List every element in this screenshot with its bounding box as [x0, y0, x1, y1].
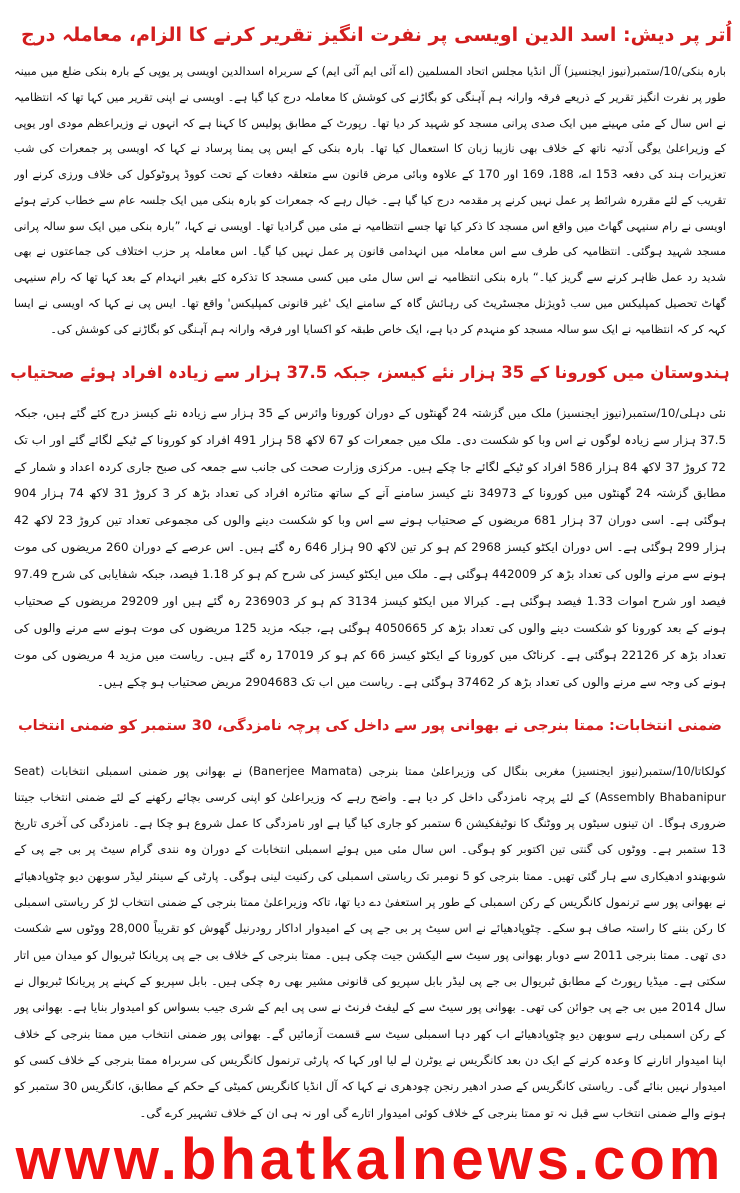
article-owaisi-body: بارہ بنکی/10/ستمبر(نیوز ایجنسیز) آل انڈیا مجلس اتحاد المسلمین (اے آئی ایم آئی ایم) کے سربراہ اسدالدین اویسی پر یوپی کے بارہ بنکی ضلع میں مبینہ طور پر نفرت انگیز تقریر کے ذریعے فرقہ وارانہ ہم آہنگی کو بگاڑنے کی کوشش کا معاملہ درج کیا گیا ہے۔ اویسی نے اپنی تقریر میں کہا تھا کہ انتظامیہ نے اس سال کے مئی مہینے میں ایک صدی پرانی مسجد کو شہید کر دیا تھا۔ رپورٹ کے مطابق پولیس کا کہنا ہے کہ انہوں نے وزیراعظم مودی اور یوپی کے وزیراعلیٰ یوگی آدتیہ ناتھ کے خلاف بھی نازیبا زبان کا استعمال کیا تھا۔ بارہ بنکی کے ایس پی یمنا پرساد نے کہا کہ اویسی پر جمعرات کی شب تعزیرات ہند کی دفعہ 153 اے، 188، 169 اور 170 کے علاوہ وبائی مرض قانون سے متعلقہ دفعات کے تحت کووڈ پروٹوکول کی خلاف ورزی کرنے اور تقریب کے لئے مقررہ شرائط پر عمل نہیں کرنے پر مقدمہ درج کیا گیا ہے۔ خیال رہے کہ جمعرات کو بارہ بنکی میں ایک جلسہ عام سے خطاب کرتے ہوئے اویسی نے رام سنیہی گھاٹ میں واقع اس مسجد کا ذکر کیا تھا جسے انتظامیہ نے مئی میں گرادیا تھا۔ اویسی نے کہا، ”بارہ بنکی میں ایک سو سالہ پرانی مسجد شہید ہوگئی۔ انتظامیہ کی طرف سے اس معاملہ میں انہدامی قانون پر عمل نہیں کیا گیا۔ اس معاملہ پر حزب اختلاف کی جماعتوں نے بھی شدید رد عمل ظاہر کرنے سے گریز کیا۔“ بارہ بنکی انتظامیہ نے اس سال مئی میں کسی مسجد کا تذکرہ کئے بغیر انہدام کے بعد کہا تھا کہ رام سنیہی گھاٹ تحصیل کمپلیکس میں سب ڈویژنل مجسٹریٹ کی رہائش گاہ کے سامنے ایک 'غیر قانونی کمپلیکس' واقع تھا۔ ایس پی نے کہا کہ اویسی نے ایسا کہہ کر کہ انتظامیہ نے ایک سو سالہ مسجد کو منہدم کر دیا ہے، ایک خاص طبقہ کو اکسایا اور فرقہ وارانہ ہم آہنگی کو بگاڑنے کی کوشش کی۔	[14, 65, 726, 336]
article-corona-body: نئی دہلی/10/ستمبر(نیوز ایجنسیز) ملک میں گزشتہ 24 گھنٹوں کے دوران کورونا وائرس کے 35 ہزار سے زیادہ نئے کیسز درج کئے گئے ہیں، جبکہ 37.5 ہزار سے زیادہ لوگوں نے اس وبا کو شکست دی۔ ملک میں جمعرات کو 67 لاکھ 58 ہزار 491 افراد کو کورونا کے ٹیکے لگائے گئے اور اب تک 72 کروڑ 37 لاکھ 84 ہزار 586 افراد کو ٹیکے لگائے جا چکے ہیں۔ مرکزی وزارت صحت کی جانب سے جمعہ کی صبح جاری کردہ اعداد و شمار کے مطابق گزشتہ 24 گھنٹوں میں کورونا کے 34973 نئے کیسز سامنے آنے کے ساتھ متاثرہ افراد کی تعداد بڑھ کر 3 کروڑ 31 لاکھ 74 ہزار 904 ہوگئی ہے۔ اسی دوران 37 ہزار 681 مریضوں کے صحتیاب ہونے سے اس وبا کو شکست دینے والوں کی مجموعی تعداد تین کروڑ 23 لاکھ 42 ہزار 299 ہوگئی ہے۔ اس دوران ایکٹو کیسز 2968 کم ہو کر تین لاکھ 90 ہزار 646 رہ گئے ہیں۔ اس عرصے کے دوران 260 مریضوں کی موت ہونے سے مرنے والوں کی تعداد بڑھ کر 442009 ہوگئی ہے۔ ملک میں ایکٹو کیسز کی شرح کم ہو کر 1.18 فیصد، جبکہ شفایابی کی شرح 97.49 فیصد اور شرح اموات 1.33 فیصد ہوگئی ہے۔ کیرالا میں ایکٹو کیسز 3134 کم ہو کر 236903 رہ گئے ہیں اور 29209 مریضوں کے صحتیاب ہونے کے بعد کورونا کو شکست دینے والوں کی تعداد بڑھ کر 4050665 ہوگئی ہے، جبکہ مزید 125 مریضوں کی موت ہونے سے مرنے والوں کی تعداد بڑھ کر 22126 ہوگئی ہے۔ کرناٹک میں کورونا کے ایکٹو کیسز 66 کم ہو کر 17019 رہ گئے ہیں۔ ریاست میں مزید 4 مریضوں کی موت ہونے کی وجہ سے مرنے والوں کی تعداد بڑھ کر 37462 ہوگئی ہے۔ ریاست میں اب تک 2904683 مریض صحتیاب ہو چکے ہیں۔	[14, 405, 726, 689]
article-owaisi-headline: اُتر پر دیش: اسد الدین اویسی پر نفرت انگیز تقریر کرنے کا الزام، معاملہ درج	[20, 23, 732, 46]
article-bypoll-body: کولکاتا/10/ستمبر(نیوز ایجنسیز) مغربی بنگال کی وزیراعلیٰ ممتا بنرجی (Banerjee Mamata) نے بھوانی پور ضمنی اسمبلی انتخابات (Seat Assembly Bhabanipur) کے لئے پرچہ نامزدگی داخل کر دیا ہے۔ واضح رہے کہ وزیراعلیٰ کو اپنی کرسی بچائے رکھنے کے لئے ضمنی انتخاب جیتنا ضروری ہوگا۔ ان تینوں سیٹوں پر ووٹنگ کا نوٹیفکیشن 6 ستمبر کو جاری کیا گیا ہے اور نامزدگی کا عمل شروع ہو چکا ہے۔ نامزدگی کی آخری تاریخ 13 ستمبر ہے۔ ووٹوں کی گنتی تین اکتوبر کو ہوگی۔ اس سال مئی میں ہوئے اسمبلی انتخابات کے دوران وہ نندی گرام سیٹ پر بی جے پی کے شوبھندو ادھیکاری سے ہار گئی تھیں۔ ممتا بنرجی کو 5 نومبر تک ریاستی اسمبلی کی رکنیت لینی ہوگی۔ پارٹی کے سینئر لیڈر سوبھن دیو چٹوپادھیائے نے بھوانی پور سے ترنمول کانگریس کے رکن اسمبلی کے طور پر استعفیٰ دے دیا تھا، تاکہ وزیراعلیٰ ممتا بنرجی کے ضمنی انتخاب لڑ کر ریاستی اسمبلی کا رکن بننے کا راستہ صاف ہو سکے۔ چٹوپادھیائے نے اس سیٹ پر بی جے پی کے امیدوار اداکار رودرنیل گھوش کو تقریباً 28,000 ووٹوں سے شکست دی تھی۔ ممتا بنرجی 2011 سے دوبار بھوانی پور سیٹ سے الیکشن جیت چکی ہیں۔ ممتا بنرجی کے خلاف بی جے پی پریانکا ٹبریوال کو میدان میں اتار سکتی ہے۔ میڈیا رپورٹ کے مطابق ٹبریوال بی جے پی لیڈر بابل سپریو کی قانونی مشیر بھی رہ چکی ہیں۔ بابل سپریو کے کہنے پر پریانکا ٹبریوال نے سال 2014 میں بی جے پی جوائن کی تھی۔ بھوانی پور سیٹ سے کے لیفٹ فرنٹ نے سی پی ایم کے شری جیب بسواس کو امیدوار بنایا ہے۔ بھوانی پور کے رکن اسمبلی رہے سوبھن دیو چٹوپادھیائے اب کھر دہا اسمبلی سیٹ سے قسمت آزمائیں گے۔ بھوانی پور ضمنی انتخاب میں ممتا بنرجی کے خلاف اپنا امیدوار اتارنے کا وعدہ کرنے کے ایک دن بعد کانگریس نے یوٹرن لے لیا اور کہا کہ پارٹی ترنمول کانگریس کی سربراہ ممتا بنرجی کے خلاف کسی کو امیدوار نہیں بنائے گی۔ ریاستی کانگریس کے صدر ادھیر رنجن چودھری نے کہا کہ آل انڈیا کانگریس کمیٹی کے حکم کے مطابق، کانگریس 30 ستمبر کو ہونے والے ضمنی انتخاب سے قبل نہ تو ممتا بنرجی کے خلاف کوئی امیدوار اتارے گی اور نہ ہی ان کے خلاف تشہیر کرے گی۔	[14, 763, 726, 1120]
article-bypoll-headline: ضمنی انتخابات: ممتا بنرجی نے بھوانی پور سے داخل کی پرچہ نامزدگی، 30 ستمبر کو ضمنی انتخاب	[18, 718, 722, 735]
website-footer: www.bhatkalnews.com	[15, 1127, 725, 1192]
article-corona-headline: ہندوستان میں کورونا کے 35 ہزار نئے کیسز، جبکہ 37.5 ہزار سے زیادہ افراد ہوئے صحتیاب	[10, 362, 730, 382]
